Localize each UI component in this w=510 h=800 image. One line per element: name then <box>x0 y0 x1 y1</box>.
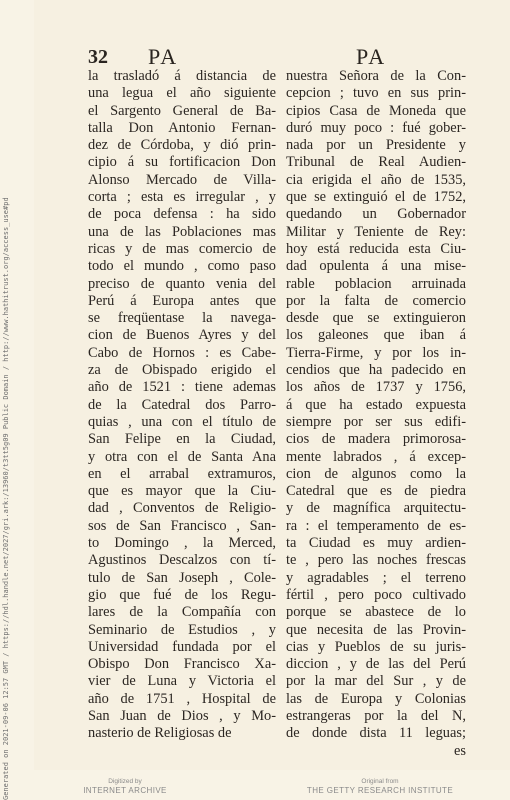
source-credit <box>300 778 460 796</box>
text-line: por la mar del Sur , y de <box>286 673 466 690</box>
text-line: por la falta de comercio <box>286 292 466 309</box>
text-line: cion de Buenos Ayres y del <box>88 327 276 344</box>
page-footer <box>0 778 510 800</box>
text-line: rable poblacion arruinada <box>286 275 466 292</box>
text-line: ta Ciudad es muy ardien- <box>286 535 466 552</box>
digitizer-credit-name: INTERNET ARCHIVE <box>83 786 167 795</box>
text-line: vier de Luna y Victoria el <box>88 673 276 690</box>
text-line: desde que se extinguieron <box>286 310 466 327</box>
text-line: te , pero las noches frescas <box>286 552 466 569</box>
text-line: que necesita de las Provin- <box>286 621 466 638</box>
text-line: Cabo de Hornos : es Cabe- <box>88 344 276 361</box>
text-line: de la Catedral dos Parro- <box>88 396 276 413</box>
text-line: corta ; esta es irregular , y <box>88 189 276 206</box>
text-line: todo el mundo , como paso <box>88 258 276 275</box>
text-line: mente labrados , á excep- <box>286 448 466 465</box>
text-line: año de 1521 : tiene ademas <box>88 379 276 396</box>
text-line: duró muy poco : fué gober- <box>286 119 466 136</box>
page-header <box>88 46 468 70</box>
text-line: Militar y Teniente de Rey: <box>286 223 466 240</box>
text-line: to Domingo , la Merced, <box>88 535 276 552</box>
text-line: nasterio de Religiosas de <box>88 725 232 742</box>
text-line: za de Obispado erigido el <box>88 362 276 379</box>
text-line: estrangeras por la del N, <box>286 707 466 724</box>
text-line: se freqüentase la navega- <box>88 310 276 327</box>
catchword: es <box>454 742 466 759</box>
text-line: Perú á Europa antes que <box>88 292 276 309</box>
text-line: gio que fué de los Regu- <box>88 586 276 603</box>
text-line: siempre por ser sus edifi- <box>286 413 466 430</box>
access-sidebar <box>2 197 18 800</box>
text-line: que es mayor que la Ciu- <box>88 483 276 500</box>
text-line: Agustinos Descalzos con tí- <box>88 552 276 569</box>
text-line: cipio á su fortificacion Don <box>88 154 276 171</box>
text-line: y de magnífica arquitectu- <box>286 500 466 517</box>
text-line: lares de la Compañía con <box>88 604 276 621</box>
text-line: talla Don Antonio Fernan- <box>88 119 276 136</box>
text-line: las de Europa y Colonias <box>286 690 466 707</box>
text-line: una legua el año siguiente <box>88 85 276 102</box>
text-line: diccion , y de las del Perú <box>286 656 466 673</box>
text-line: Catedral que es de piedra <box>286 483 466 500</box>
text-line: nuestra Señora de la Con- <box>286 68 466 84</box>
text-line: nada por un Presidente y <box>286 137 466 154</box>
text-line: Alonso Mercado de Villa- <box>88 171 276 188</box>
text-line: San Felipe en la Ciudad, <box>88 431 276 448</box>
right-text-column <box>286 68 466 760</box>
digitizer-credit <box>70 778 180 796</box>
text-line: fértil , pero poco cultivado <box>286 586 466 603</box>
left-text-column <box>88 68 276 743</box>
text-line: en el arrabal extramuros, <box>88 465 276 482</box>
text-line: preciso de quanto venia del <box>88 275 276 292</box>
text-line: los galeones que iban á <box>286 327 466 344</box>
text-line: dez de Córdoba, y dió prin- <box>88 137 276 154</box>
text-line: tulo de San Joseph , Cole- <box>88 569 276 586</box>
text-line: cipios Casa de Moneda que <box>286 102 466 119</box>
text-line: hoy está reducida esta Ciu- <box>286 240 466 257</box>
text-line: Seminario de Estudios , y <box>88 621 276 638</box>
text-line: la trasladó á distancia de <box>88 68 276 84</box>
text-line: cion de algunos como la <box>286 465 466 482</box>
text-line: cepcion ; tuvo en sus prin- <box>286 85 466 102</box>
source-credit-name: THE GETTY RESEARCH INSTITUTE <box>306 786 454 795</box>
text-line: Tierra-Firme, y por los in- <box>286 344 466 361</box>
text-line: Tribunal de Real Audien- <box>286 154 466 171</box>
text-line: el Sargento General de Ba- <box>88 102 276 119</box>
access-sidebar-text: Generated on 2021-09-06 12:57 GMT / https://hdl.handle.net/2027/gri.ark:/13960/t3tt5g09 Public Domain / http://www.hathitrust.org/access_use#pd <box>2 197 10 800</box>
page-number: 32 <box>88 46 108 68</box>
text-line: ricas y de mas comercio de <box>88 240 276 257</box>
text-line: cias y Pueblos de su juris- <box>286 638 466 655</box>
text-line: sos de San Francisco , San- <box>88 517 276 534</box>
text-line: cia erigida el año de 1535, <box>286 171 466 188</box>
digitizer-credit-caption: Digitized by <box>108 778 142 785</box>
text-line: quedando un Gobernador <box>286 206 466 223</box>
text-line: de donde dista 11 leguas; <box>286 725 466 742</box>
text-line: á que ha estado expuesta <box>286 396 466 413</box>
text-line: ra : el temperamento de es- <box>286 517 466 534</box>
text-line: año de 1751 , Hospital de <box>88 690 276 707</box>
running-head-left: PA <box>148 44 179 69</box>
text-line: San Juan de Dios , y Mo- <box>88 707 276 724</box>
running-head-right: PA <box>356 44 387 69</box>
text-line: y agradables ; el terreno <box>286 569 466 586</box>
text-line: dad opulenta á una mise- <box>286 258 466 275</box>
text-line: Universidad fundada por el <box>88 638 276 655</box>
source-credit-caption: Original from <box>361 778 399 785</box>
text-line: dad , Conventos de Religio- <box>88 500 276 517</box>
text-line: quias , una con el título de <box>88 413 276 430</box>
text-line: Obispo Don Francisco Xa- <box>88 656 276 673</box>
text-line: que se extinguió el de 1752, <box>286 189 466 206</box>
text-line: una de las Poblaciones mas <box>88 223 276 240</box>
text-line: los años de 1737 y 1756, <box>286 379 466 396</box>
text-line: de poca defensa : ha sido <box>88 206 276 223</box>
text-line: cendios que ha padecido en <box>286 362 466 379</box>
text-line: porque se abastece de lo <box>286 604 466 621</box>
text-line: cios de madera primorosa- <box>286 431 466 448</box>
text-line: y otra con el de Santa Ana <box>88 448 276 465</box>
